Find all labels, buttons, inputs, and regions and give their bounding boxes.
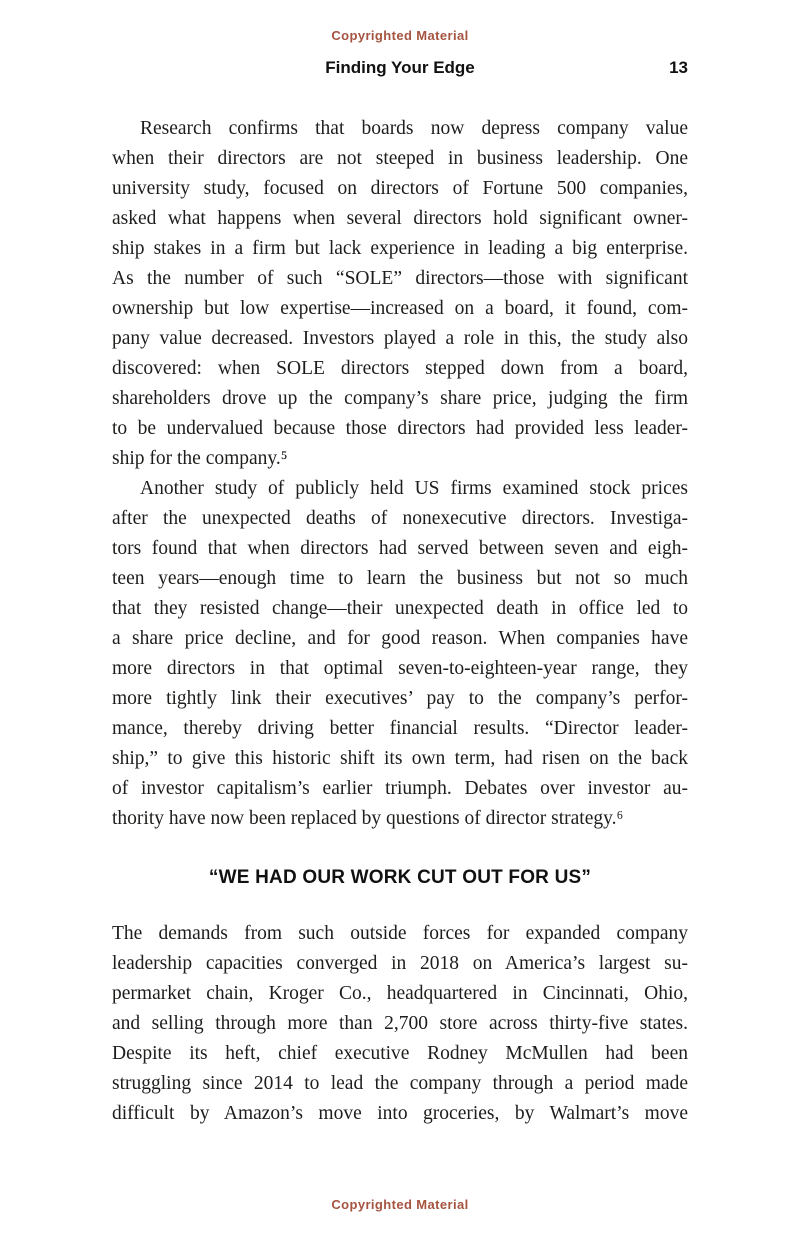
body-line: discovered: when SOLE directors stepped down from a board, (112, 358, 688, 379)
body-line: struggling since 2014 to lead the company through a period made (112, 1073, 688, 1094)
body-line: asked what happens when several directors hold significant owner- (112, 208, 688, 229)
body-line: teen years—enough time to learn the business but not so much (112, 568, 688, 589)
body-line: and selling through more than 2,700 store across thirty-five states. (112, 1013, 688, 1034)
paragraph-1 (112, 114, 688, 474)
body-line: permarket chain, Kroger Co., headquartered in Cincinnati, Ohio, (112, 983, 688, 1004)
body-line: after the unexpected deaths of nonexecutive directors. Investiga- (112, 508, 688, 529)
body-line: ownership but low expertise—increased on a board, it found, com- (112, 298, 688, 319)
copyright-notice-top: Copyrighted Material (331, 28, 469, 43)
body-line: difficult by Amazon’s move into groceries, by Walmart’s move (112, 1103, 688, 1124)
body-line: more directors in that optimal seven-to-eighteen-year range, they (112, 658, 688, 679)
body-line: pany value decreased. Investors played a role in this, the study also (112, 328, 688, 349)
body-line: when their directors are not steeped in business leadership. One (112, 148, 688, 169)
body-line: Research confirms that boards now depress company value (140, 118, 688, 139)
body-line: more tightly link their executives’ pay to the company’s perfor- (112, 688, 688, 709)
body-line: ship for the company.⁵ (112, 448, 288, 469)
body-line: Despite its heft, chief executive Rodney McMullen had been (112, 1043, 688, 1064)
body-text (112, 114, 688, 1129)
copyright-notice-bottom: Copyrighted Material (331, 1197, 469, 1212)
body-line: a share price decline, and for good reason. When companies have (112, 628, 688, 649)
body-line: The demands from such outside forces for expanded company (112, 923, 688, 944)
body-line: tors found that when directors had served between seven and eigh- (112, 538, 688, 559)
section-heading: “WE HAD OUR WORK CUT OUT FOR US” (208, 867, 592, 888)
body-line: leadership capacities converged in 2018 on America’s largest su- (112, 953, 688, 974)
body-line: As the number of such “SOLE” directors—those with significant (112, 268, 688, 289)
body-line: ship,” to give this historic shift its own term, had risen on the back (112, 748, 688, 769)
page-title: Finding Your Edge (325, 58, 475, 77)
body-line: shareholders drove up the company’s share price, judging the firm (112, 388, 688, 409)
body-line: mance, thereby driving better financial results. “Director leader- (112, 718, 688, 739)
paragraph-3 (112, 919, 688, 1129)
body-line: ship stakes in a firm but lack experience in leading a big enterprise. (112, 238, 688, 259)
body-line: Another study of publicly held US firms examined stock prices (140, 478, 688, 499)
body-line: to be undervalued because those directors had provided less leader- (112, 418, 688, 439)
paragraph-2 (112, 474, 688, 834)
body-line: university study, focused on directors of Fortune 500 companies, (112, 178, 688, 199)
body-line: thority have now been replaced by questions of director strategy.⁶ (112, 808, 624, 829)
running-header (112, 58, 688, 78)
body-line: of investor capitalism’s earlier triumph. Debates over investor au- (112, 778, 688, 799)
body-line: that they resisted change—their unexpected death in office led to (112, 598, 688, 619)
page-number: 13 (669, 58, 688, 77)
